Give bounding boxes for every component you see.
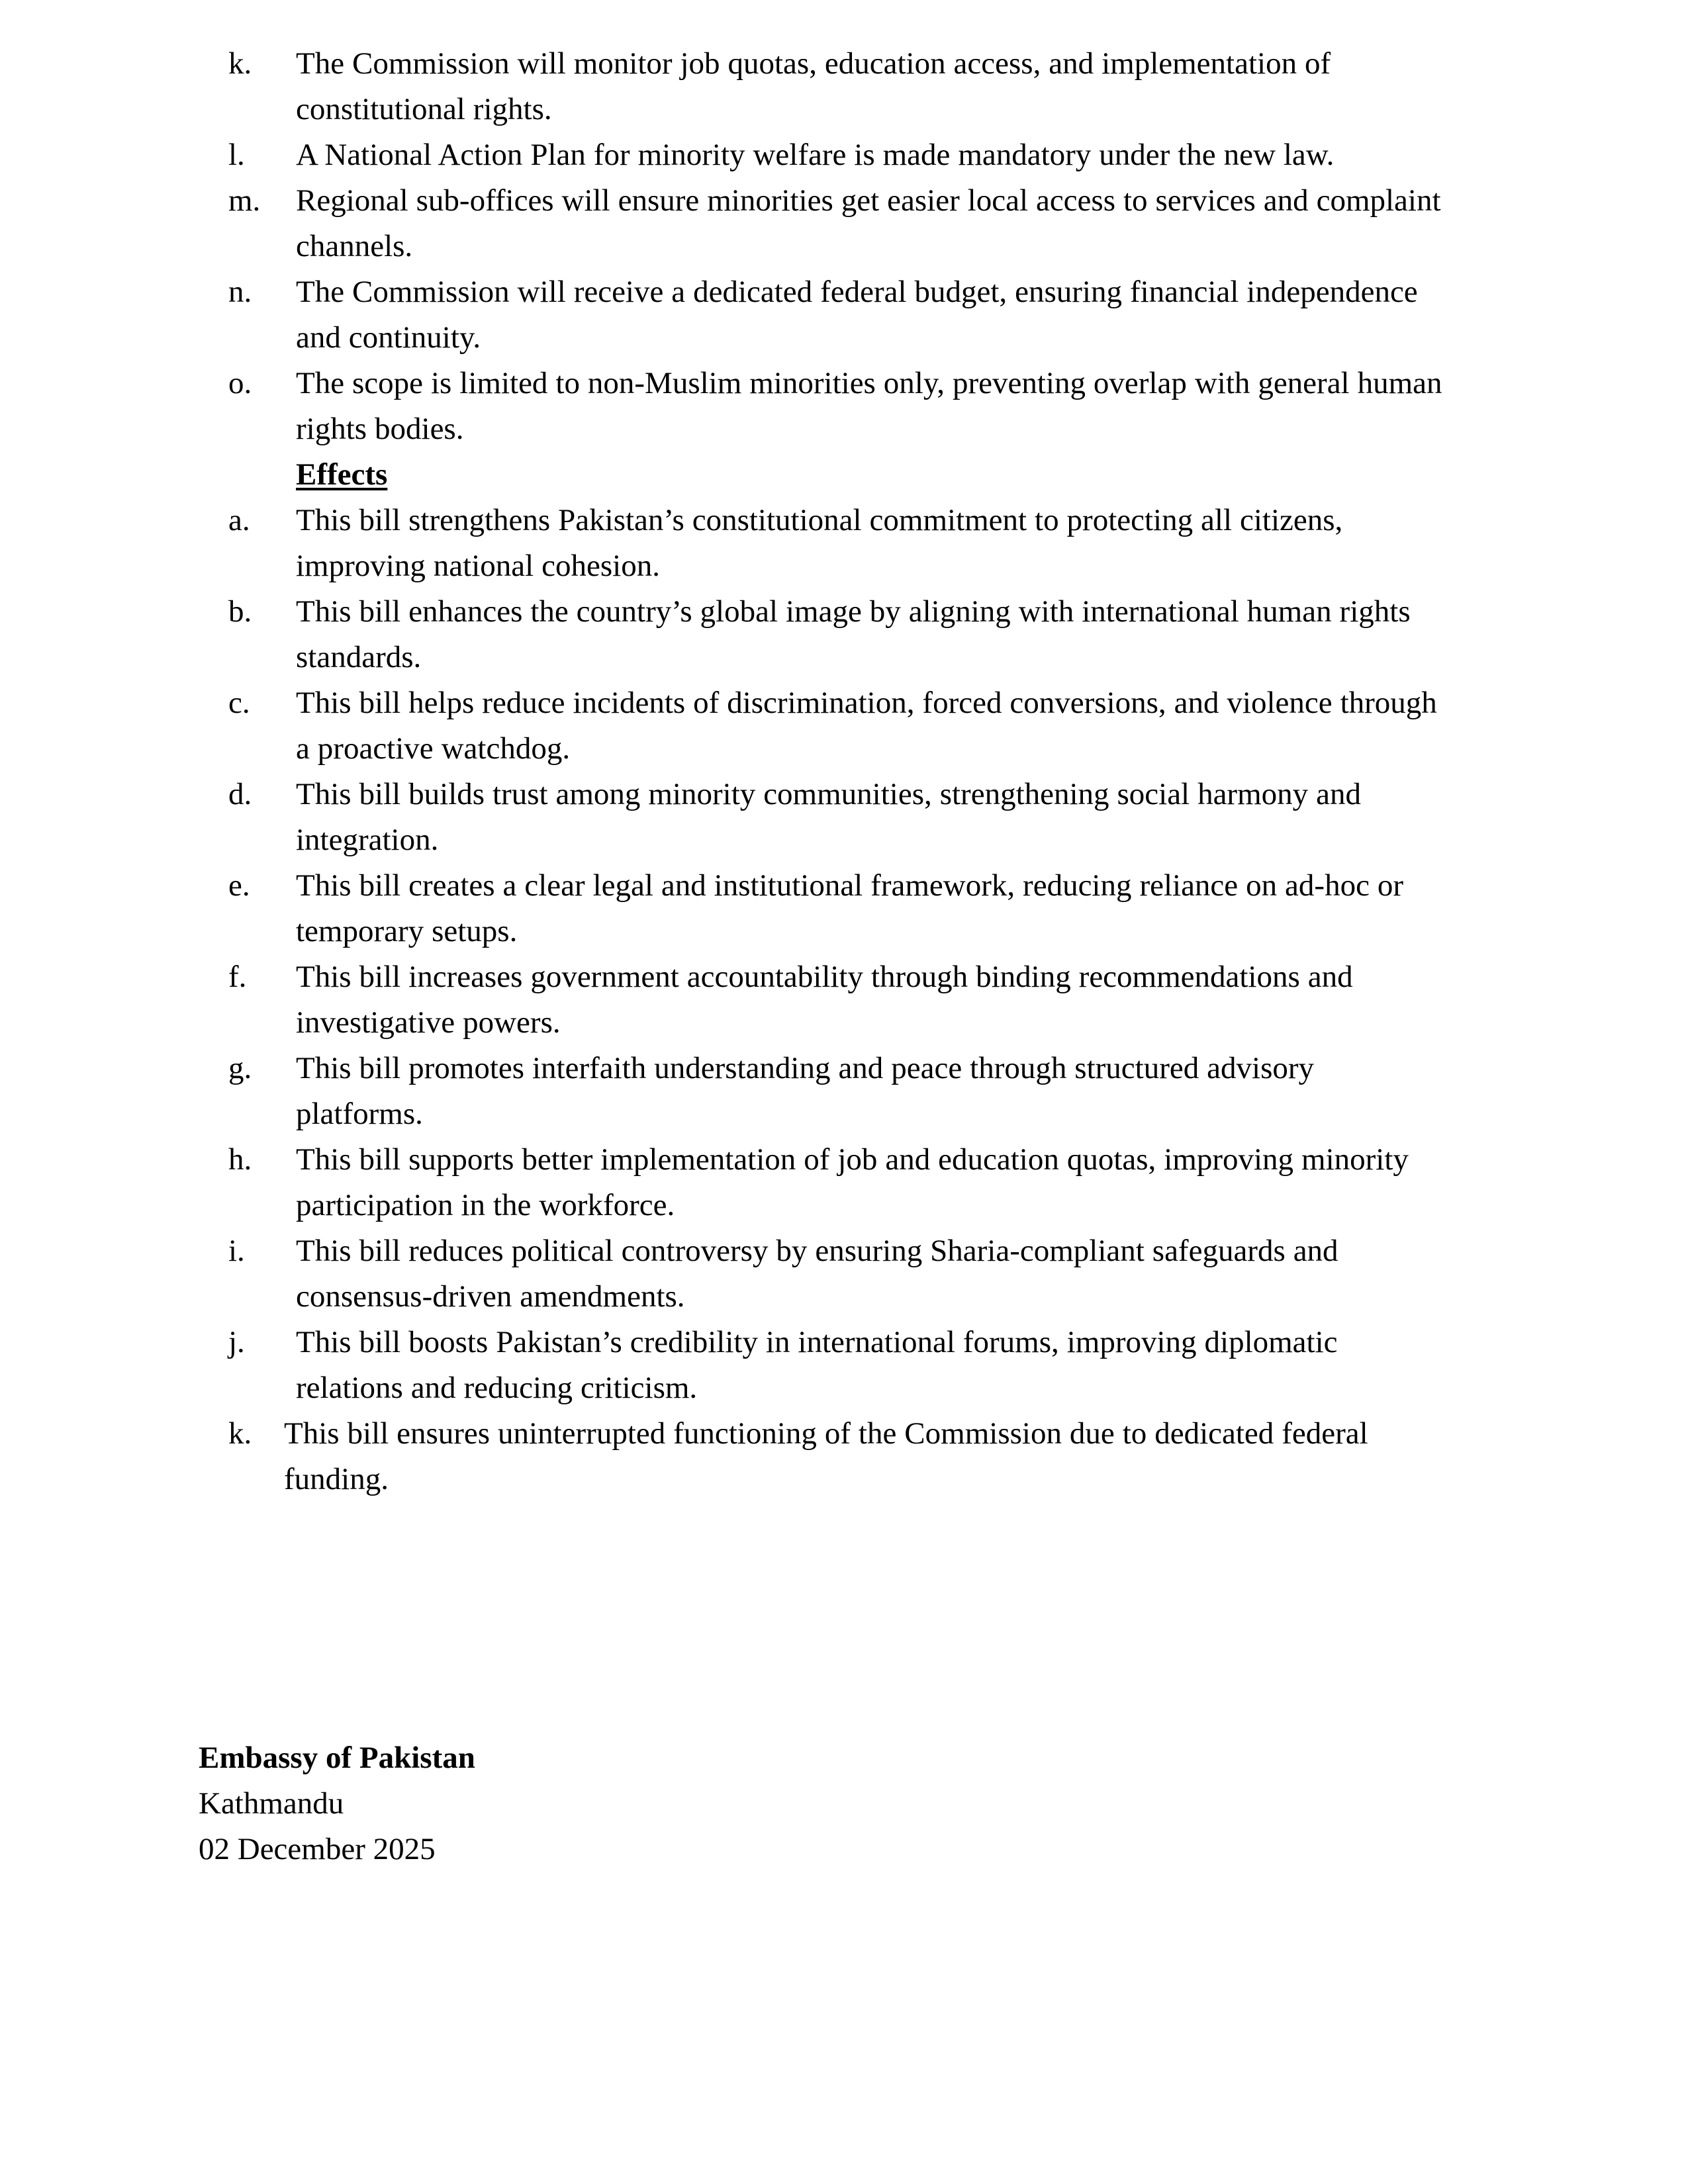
- list-item-text: This bill enhances the country’s global image by aligning with international human rights standards.: [296, 594, 1411, 674]
- list-item: [0, 1046, 1688, 1137]
- list-marker: k.: [228, 1416, 252, 1451]
- effects-list: [0, 498, 1688, 1502]
- signature-organization: Embassy of Pakistan: [199, 1741, 475, 1775]
- list-item: [0, 1228, 1688, 1320]
- list-marker: j.: [228, 1325, 245, 1359]
- list-marker: k.: [228, 46, 252, 81]
- list-marker: l.: [228, 138, 245, 172]
- list-item-text: This bill reduces political controversy by ensuring Sharia-compliant safeguards and consensus-driven amendments.: [296, 1234, 1338, 1314]
- list-item-text: A National Action Plan for minority welfare is made mandatory under the new law.: [296, 138, 1335, 172]
- list-item: [0, 178, 1688, 269]
- list-item: [0, 1411, 1688, 1502]
- list-marker: c.: [228, 686, 250, 720]
- list-item: [0, 772, 1688, 863]
- list-item: [0, 680, 1688, 772]
- continued-provisions-list: [0, 41, 1688, 452]
- list-marker: i.: [228, 1234, 245, 1268]
- list-item-text: The Commission will receive a dedicated federal budget, ensuring financial independence and continuity.: [296, 275, 1418, 355]
- list-item: [0, 41, 1688, 132]
- list-item-text: This bill boosts Pakistan’s credibility in international forums, improving diplomatic relations and reducing criticism.: [296, 1325, 1338, 1405]
- list-item-text: This bill promotes interfaith understanding and peace through structured advisory platforms.: [296, 1051, 1315, 1131]
- list-marker: m.: [228, 183, 261, 218]
- list-item: [0, 269, 1688, 361]
- list-item-text: This bill supports better implementation of job and education quotas, improving minority participation in the workforce.: [296, 1142, 1409, 1222]
- effects-heading: [296, 452, 1688, 498]
- list-marker: n.: [228, 275, 252, 309]
- list-item: [0, 1137, 1688, 1228]
- signature-block: [199, 1735, 475, 1872]
- signature-city: Kathmandu: [199, 1786, 344, 1821]
- list-item: [0, 1320, 1688, 1411]
- effects-heading-label: Effects: [296, 457, 388, 492]
- list-item-text: The scope is limited to non-Muslim minorities only, preventing overlap with general human rights bodies.: [296, 366, 1442, 446]
- list-marker: a.: [228, 503, 250, 537]
- list-item: [0, 361, 1688, 452]
- list-marker: e.: [228, 868, 250, 903]
- list-item-text: This bill creates a clear legal and institutional framework, reducing reliance on ad-hoc or temporary setups.: [296, 868, 1404, 948]
- list-item-text: This bill builds trust among minority communities, strengthening social harmony and integration.: [296, 777, 1361, 857]
- list-marker: g.: [228, 1051, 252, 1085]
- list-marker: b.: [228, 594, 252, 629]
- list-item-text: This bill ensures uninterrupted functioning of the Commission due to dedicated federal funding.: [284, 1416, 1368, 1496]
- list-item-text: This bill strengthens Pakistan’s constitutional commitment to protecting all citizens, improving national cohesion.: [296, 503, 1343, 583]
- list-item: [0, 132, 1688, 178]
- list-item: [0, 954, 1688, 1046]
- list-item: [0, 863, 1688, 954]
- list-item-text: This bill helps reduce incidents of discrimination, forced conversions, and violence through a proactive watchdog.: [296, 686, 1437, 766]
- list-item: [0, 498, 1688, 589]
- list-item-text: The Commission will monitor job quotas, education access, and implementation of constitutional rights.: [296, 46, 1331, 126]
- signature-date: 02 December 2025: [199, 1832, 436, 1866]
- list-marker: d.: [228, 777, 252, 811]
- list-item-text: This bill increases government accountability through binding recommendations and investigative powers.: [296, 960, 1353, 1040]
- document-body: [0, 41, 1688, 1502]
- list-marker: o.: [228, 366, 252, 400]
- list-item: [0, 589, 1688, 680]
- list-marker: f.: [228, 960, 247, 994]
- list-item-text: Regional sub-offices will ensure minorities get easier local access to services and complaint channels.: [296, 183, 1441, 263]
- list-marker: h.: [228, 1142, 252, 1177]
